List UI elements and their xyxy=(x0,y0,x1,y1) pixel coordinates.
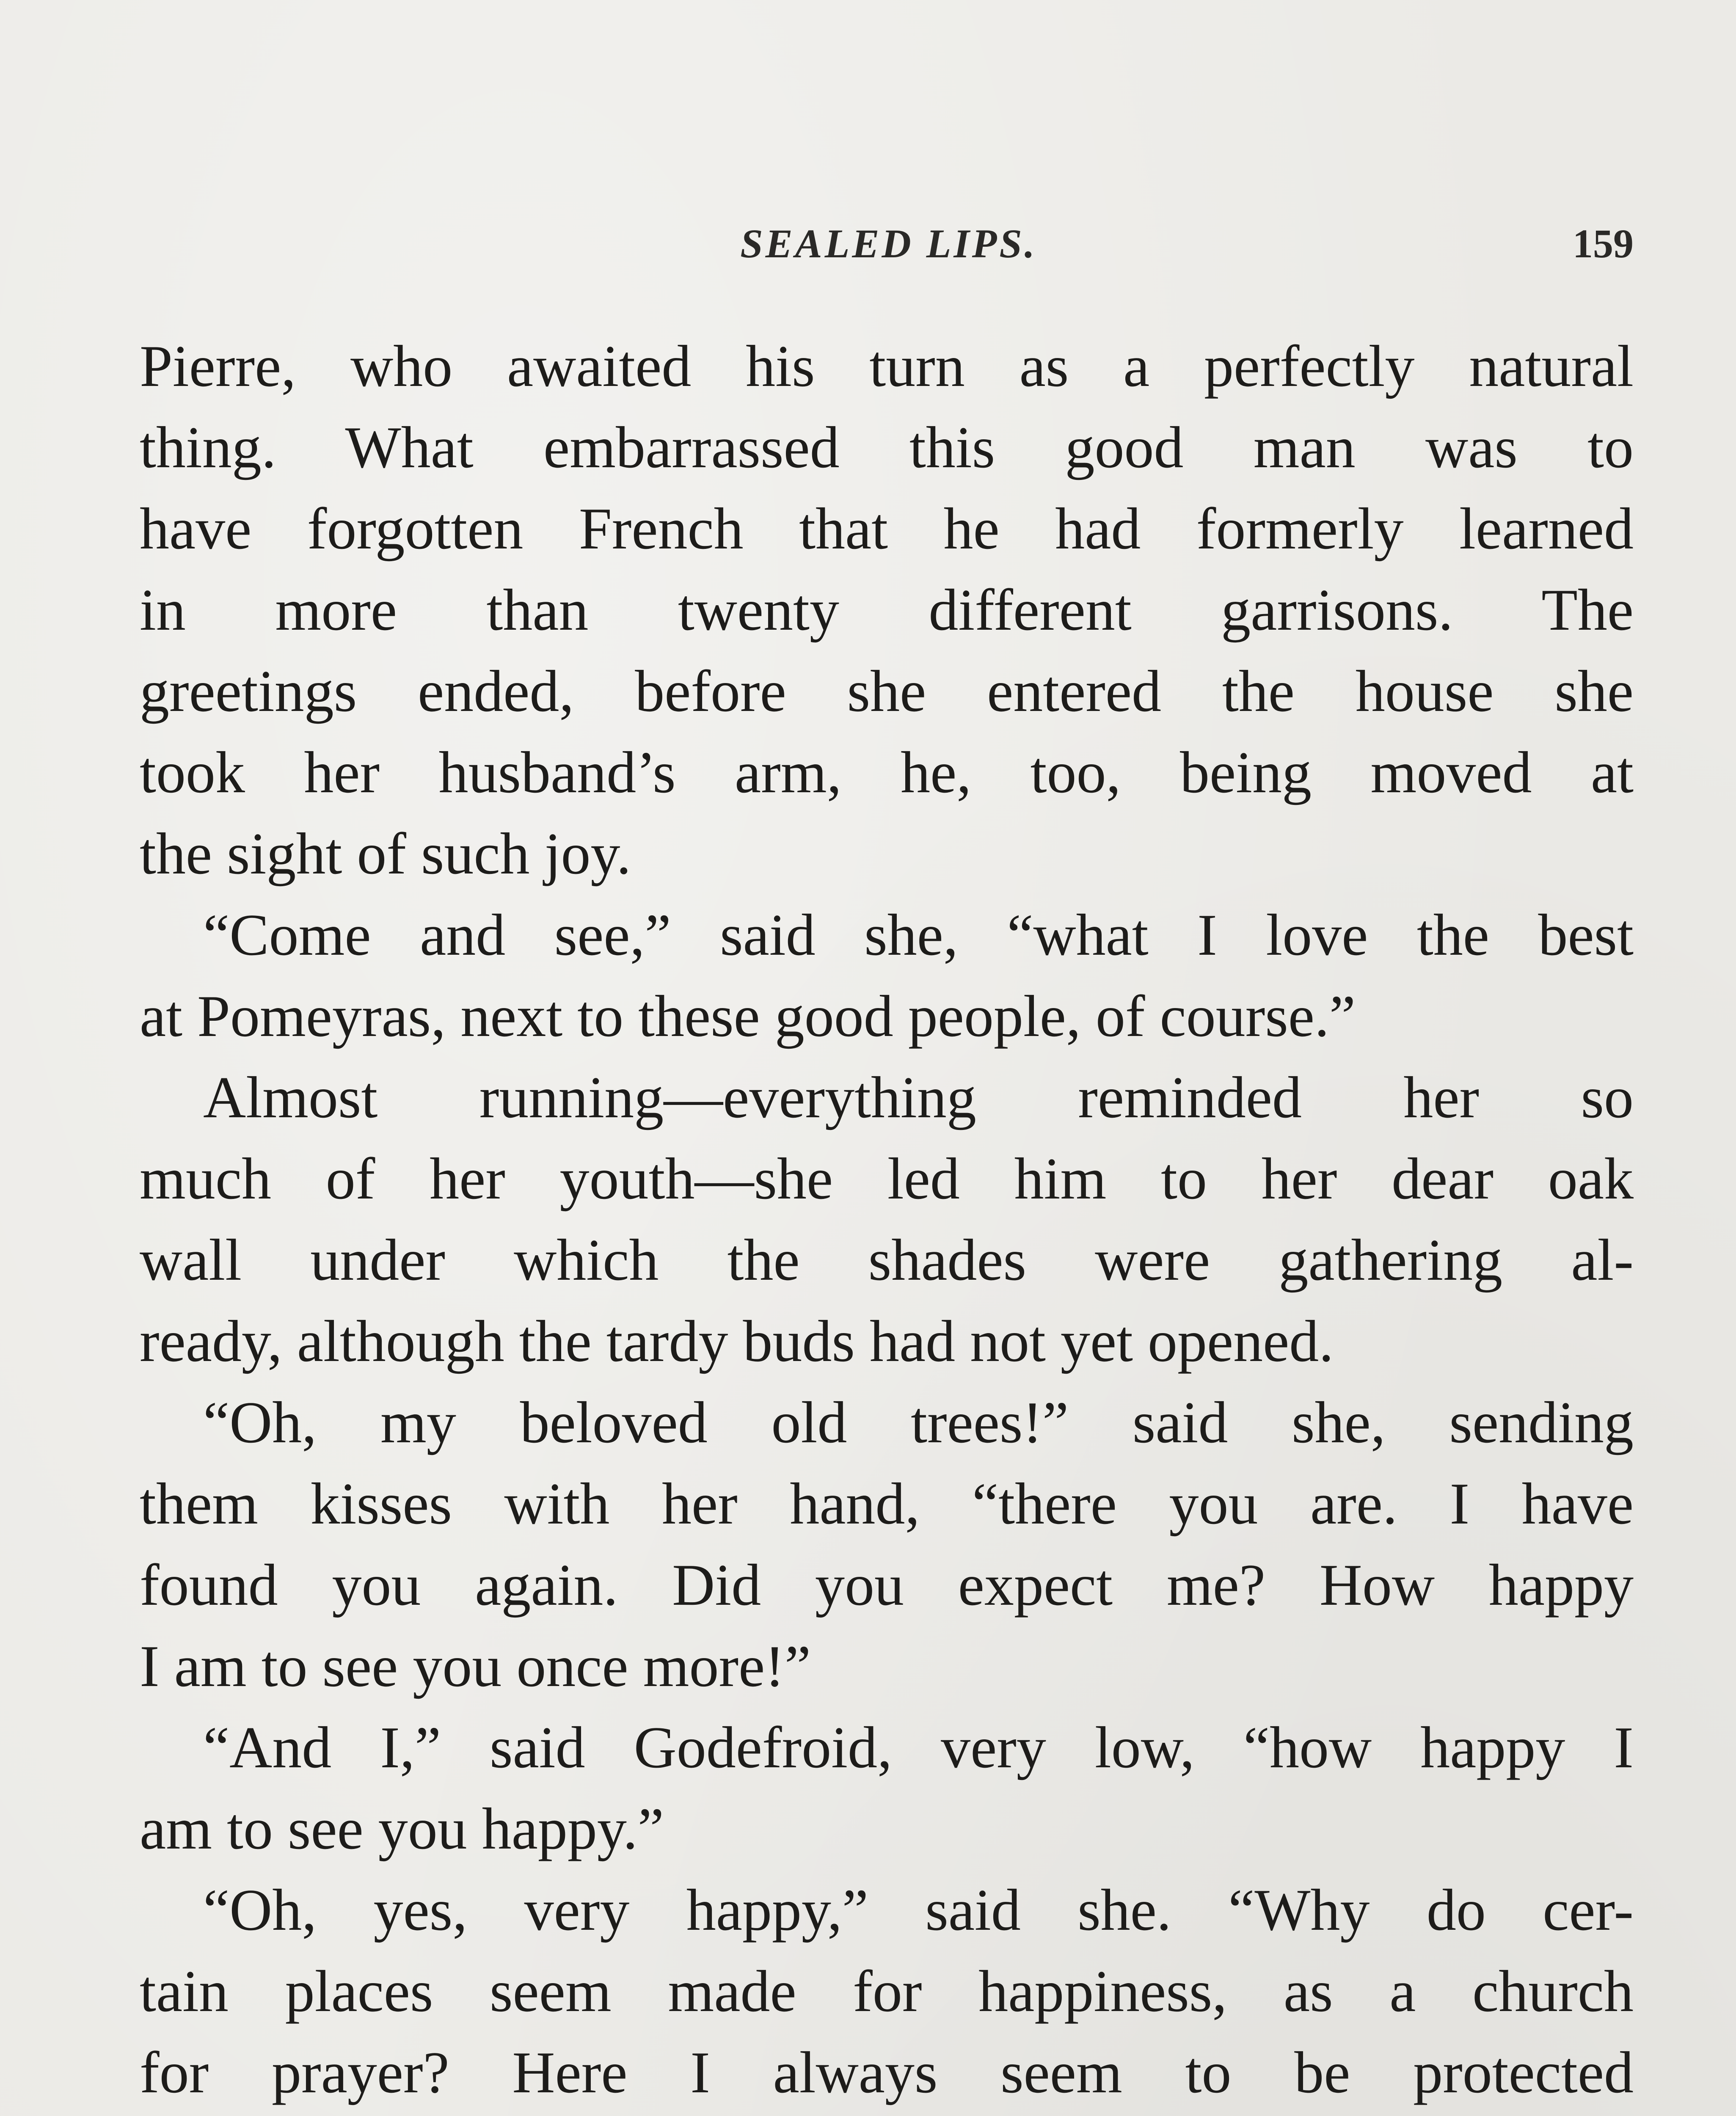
text-line: the sight of such joy. xyxy=(140,821,631,887)
text-line xyxy=(140,2113,1634,2116)
text-line: thing. What embarrassed this good man was to xyxy=(140,415,1634,480)
text-line: at Pomeyras, next to these good people, of course.” xyxy=(140,984,1356,1049)
text-line: much of her youth—she led him to her dear oak xyxy=(140,1146,1634,1212)
text-line: greetings ended, before she entered the house she xyxy=(140,658,1634,724)
text-line: am to see you happy.” xyxy=(140,1796,664,1862)
page-number: 159 xyxy=(1573,221,1634,266)
text-line: I am to see you once more!” xyxy=(140,1634,811,1699)
text-line: them kisses with her hand, “there you are. I have xyxy=(140,1471,1634,1537)
text-line: took her husband’s arm, he, too, being moved at xyxy=(140,740,1634,805)
text-line: “Come and see,” said she, “what I love the best xyxy=(203,902,1634,968)
text-line: for prayer? Here I always seem to be protected xyxy=(140,2040,1634,2105)
text-line: have forgotten French that he had formerly learned xyxy=(140,496,1634,562)
body-text xyxy=(140,326,1634,2116)
text-line: wall under which the shades were gathering al- xyxy=(140,1227,1634,1293)
text-line: “Oh, my beloved old trees!” said she, sending xyxy=(203,1390,1634,1455)
text-line: in more than twenty different garrisons. The xyxy=(140,577,1634,643)
text-line: tain places seem made for happiness, as a church xyxy=(140,1959,1634,2024)
text-line: Almost running—everything reminded her so xyxy=(203,1065,1634,1130)
page-header xyxy=(144,220,1634,288)
text-line: ready, although the tardy buds had not yet opened. xyxy=(140,1309,1334,1374)
text-line: found you again. Did you expect me? How happy xyxy=(140,1552,1634,1618)
text-line: “And I,” said Godefroid, very low, “how happy I xyxy=(203,1715,1634,1780)
text-line: “Oh, yes, very happy,” said she. “Why do cer- xyxy=(203,1877,1634,1943)
text-line: Pierre, who awaited his turn as a perfectly natural xyxy=(140,333,1634,399)
running-title: SEALED LIPS. xyxy=(740,221,1037,266)
